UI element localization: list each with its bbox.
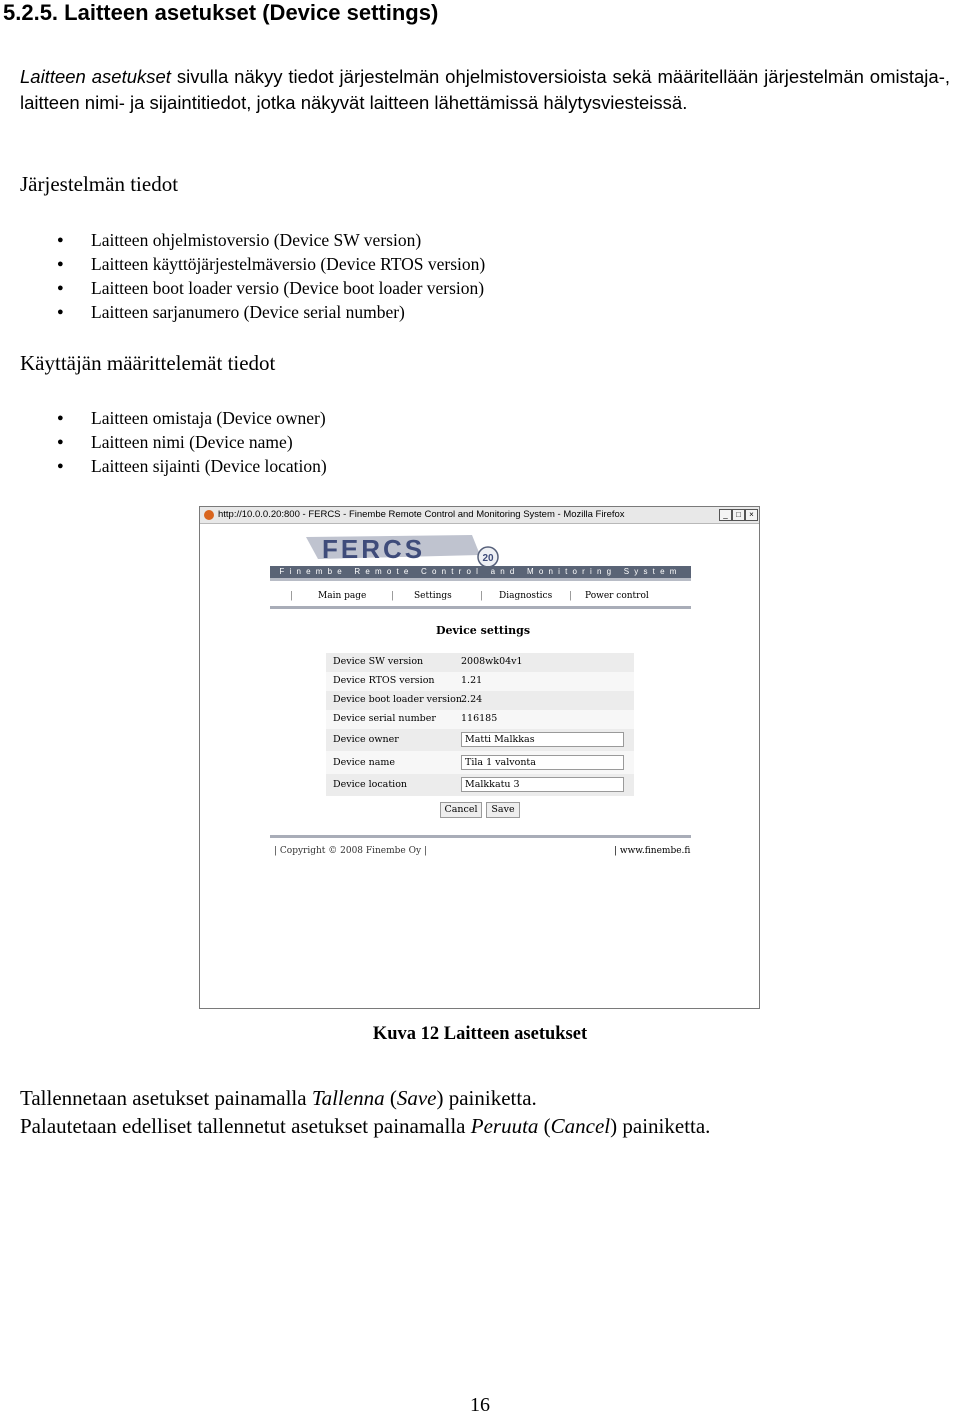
field-value: 2008wk04v1 <box>461 656 523 667</box>
text-run: ( <box>538 1114 551 1138</box>
device-name-input[interactable]: Tila 1 valvonta <box>461 755 624 770</box>
device-owner-input[interactable]: Matti Malkkas <box>461 732 624 747</box>
text-run: Tallennetaan asetukset painamalla <box>20 1086 312 1110</box>
nav-separator: | <box>480 591 484 601</box>
device-settings-title: Device settings <box>436 624 531 637</box>
device-location-input[interactable]: Malkkatu 3 <box>461 777 624 792</box>
form-row <box>326 729 634 751</box>
bullet-icon: ● <box>57 258 64 270</box>
nav-power-control[interactable]: Power control <box>585 591 649 601</box>
text-emphasis: Cancel <box>550 1114 611 1138</box>
fercs-logo-icon <box>304 531 504 569</box>
field-value: 1.21 <box>461 675 483 686</box>
browser-screenshot <box>199 506 760 1009</box>
copyright-text: | Copyright © 2008 Finembe Oy | <box>274 846 427 856</box>
user-info-list <box>20 406 327 478</box>
list-item-text: Laitteen sijainti (Device location) <box>91 456 327 476</box>
list-item-text: Laitteen ohjelmistoversio (Device SW version) <box>91 230 422 250</box>
intro-emphasis: Laitteen asetukset <box>20 66 171 87</box>
field-label: Device RTOS version <box>333 675 435 686</box>
intro-paragraph <box>20 64 950 116</box>
logo-text: FERCS <box>322 534 426 564</box>
text-emphasis: Tallenna <box>311 1086 385 1110</box>
cancel-button[interactable]: Cancel <box>440 802 482 818</box>
footer-divider <box>270 835 691 838</box>
field-value: 2.24 <box>461 694 483 705</box>
section-heading: 5.2.5. Laitteen asetukset (Device settings) <box>3 0 439 25</box>
window-title: http://10.0.0.20:800 - FERCS - Finembe Remote Control and Monitoring System - Mozilla Firefox <box>218 509 625 520</box>
field-label: Device owner <box>333 734 399 745</box>
bullet-icon: ● <box>57 234 64 246</box>
field-value: 116185 <box>461 713 498 724</box>
field-label: Device serial number <box>333 713 436 724</box>
list-item <box>20 406 327 430</box>
text-emphasis: Save <box>396 1086 437 1110</box>
list-item-text: Laitteen nimi (Device name) <box>91 432 293 452</box>
bullet-icon: ● <box>57 412 64 424</box>
list-item-text: Laitteen käyttöjärjestelmäversio (Device RTOS version) <box>91 254 486 274</box>
page-number: 16 <box>470 1394 490 1416</box>
save-instruction <box>20 1086 537 1111</box>
system-info-list <box>20 228 485 324</box>
bullet-icon: ● <box>57 306 64 318</box>
form-row <box>326 751 634 774</box>
list-item <box>20 228 485 252</box>
bullet-icon: ● <box>57 436 64 448</box>
logo-badge: 20 <box>482 553 494 564</box>
cancel-instruction <box>20 1114 710 1139</box>
nav-separator: | <box>569 591 573 601</box>
field-label: Device SW version <box>333 656 424 667</box>
text-run: ( <box>384 1086 397 1110</box>
minimize-icon[interactable]: _ <box>719 509 732 521</box>
nav-separator: | <box>391 591 395 601</box>
user-info-title: Käyttäjän määrittelemät tiedot <box>20 351 276 375</box>
maximize-icon[interactable]: □ <box>732 509 745 521</box>
save-button[interactable]: Save <box>486 802 520 818</box>
bullet-icon: ● <box>57 282 64 294</box>
field-label: Device boot loader version <box>333 694 462 705</box>
system-banner: Finembe Remote Control and Monitoring System <box>270 566 691 578</box>
list-item <box>20 454 327 478</box>
nav-settings[interactable]: Settings <box>414 591 452 601</box>
bullet-icon: ● <box>57 460 64 472</box>
text-run: ) painiketta. <box>436 1086 537 1110</box>
close-icon[interactable]: × <box>745 509 758 521</box>
form-row <box>326 691 634 710</box>
list-item-text: Laitteen sarjanumero (Device serial number) <box>91 302 405 322</box>
text-emphasis: Peruuta <box>470 1114 539 1138</box>
form-row <box>326 672 634 691</box>
browser-titlebar <box>200 507 759 524</box>
list-item-text: Laitteen omistaja (Device owner) <box>91 408 326 428</box>
text-run: Palautetaan edelliset tallennetut asetukset painamalla <box>20 1114 471 1138</box>
field-label: Device location <box>333 779 408 790</box>
nav-diagnostics[interactable]: Diagnostics <box>499 591 553 601</box>
form-row <box>326 774 634 796</box>
form-row <box>326 653 634 672</box>
nav-separator: | <box>290 591 294 601</box>
list-item <box>20 276 485 300</box>
nav-divider <box>270 606 691 609</box>
intro-text: sivulla näkyy tiedot järjestelmän ohjelmistoversioista sekä määritellään järjestelmän omistaja-, laitteen nimi- ja sijaintitiedot, jotka näkyvät laitteen lähettämissä hälytysviesteissä. <box>20 66 950 113</box>
website-link[interactable]: | www.finembe.fi <box>614 846 691 856</box>
list-item-text: Laitteen boot loader versio (Device boot loader version) <box>91 278 485 298</box>
text-run: ) painiketta. <box>610 1114 711 1138</box>
firefox-icon <box>204 510 214 520</box>
form-row <box>326 710 634 729</box>
figure-caption: Kuva 12 Laitteen asetukset <box>372 1024 588 1044</box>
system-info-title: Järjestelmän tiedot <box>20 172 179 196</box>
field-label: Device name <box>333 757 396 768</box>
list-item <box>20 252 485 276</box>
list-item <box>20 430 327 454</box>
list-item <box>20 300 485 324</box>
nav-main-page[interactable]: Main page <box>318 591 367 601</box>
